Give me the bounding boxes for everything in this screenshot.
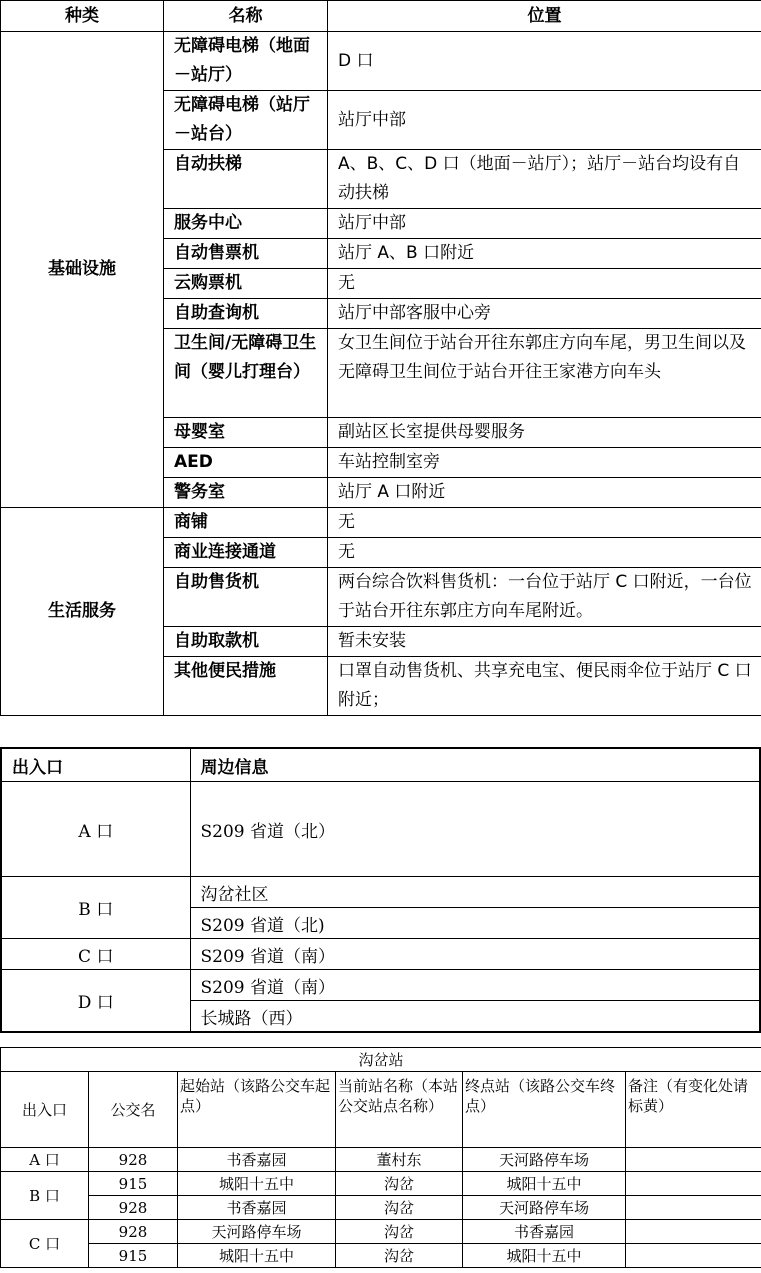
exit-cell: D 口 (1, 970, 190, 1033)
facility-name: 警务室 (164, 478, 328, 508)
route-cell: 928 (89, 1220, 178, 1244)
bus-title-row (1, 1048, 761, 1072)
info-cell: S209 省道（南） (190, 970, 760, 1001)
facility-location: 站厅 A 口附近 (328, 478, 761, 508)
route-cell: 928 (89, 1196, 178, 1220)
note-cell (626, 1220, 761, 1244)
facility-name: 商铺 (164, 508, 328, 538)
exit-header: 出入口 (1, 748, 190, 782)
info-cell: S209 省道（南） (190, 939, 760, 970)
route-cell: 915 (89, 1244, 178, 1268)
category-cell: 生活服务 (1, 508, 164, 716)
origin-cell: 天河路停车场 (178, 1220, 336, 1244)
category-header: 种类 (1, 1, 164, 32)
facility-location: 车站控制室旁 (328, 448, 761, 478)
facility-name: 云购票机 (164, 269, 328, 299)
terminal-cell: 城阳十五中 (463, 1172, 626, 1196)
info-cell: S209 省道（北) (190, 908, 760, 939)
facility-location: A、B、C、D 口（地面－站厅）；站厅－站台均设有自动扶梯 (328, 150, 761, 209)
note-cell (626, 1148, 761, 1172)
facility-location: 无 (328, 269, 761, 299)
current-cell: 董村东 (336, 1148, 463, 1172)
route-cell: 928 (89, 1148, 178, 1172)
surroundings-row (1, 782, 760, 877)
exit-cell: B 口 (1, 877, 190, 939)
current-cell: 沟岔 (336, 1220, 463, 1244)
bus-row (1, 1220, 761, 1244)
bus-table (0, 1047, 761, 1268)
origin-cell: 书香嘉园 (178, 1196, 336, 1220)
info-header: 周边信息 (190, 748, 760, 782)
surroundings-header-row (1, 748, 760, 782)
facility-location: 站厅中部 (328, 209, 761, 239)
origin-cell: 城阳十五中 (178, 1244, 336, 1268)
bus-exit-cell: B 口 (1, 1172, 89, 1220)
facility-name: 服务中心 (164, 209, 328, 239)
facility-location: 暂未安装 (328, 627, 761, 657)
surroundings-table (0, 747, 761, 1033)
info-cell: 沟岔社区 (190, 877, 760, 908)
facility-name: 自助取款机 (164, 627, 328, 657)
facility-row (1, 32, 761, 91)
facility-name: 自助查询机 (164, 299, 328, 329)
note-cell (626, 1244, 761, 1268)
facility-name: 母婴室 (164, 418, 328, 448)
terminal-cell: 书香嘉园 (463, 1220, 626, 1244)
facility-name: 其他便民措施 (164, 657, 328, 716)
bus-row (1, 1148, 761, 1172)
current-col-header: 当前站名称（本站公交站点名称） (336, 1072, 463, 1148)
terminal-cell: 天河路停车场 (463, 1196, 626, 1220)
bus-row (1, 1244, 761, 1268)
current-cell: 沟岔 (336, 1196, 463, 1220)
facility-location: 站厅中部 (328, 91, 761, 150)
origin-cell: 城阳十五中 (178, 1172, 336, 1196)
facility-name: 自动售票机 (164, 239, 328, 269)
terminal-cell: 城阳十五中 (463, 1244, 626, 1268)
facility-location: 站厅中部客服中心旁 (328, 299, 761, 329)
note-cell (626, 1172, 761, 1196)
facility-location: 女卫生间位于站台开往东郭庄方向车尾，男卫生间以及无障碍卫生间位于站台开往王家港方向车头 (328, 329, 761, 418)
route-col-header: 公交名 (89, 1072, 178, 1148)
location-header: 位置 (328, 1, 761, 32)
surroundings-row (1, 970, 760, 1001)
facility-name: 自动扶梯 (164, 150, 328, 209)
facility-location: 口罩自动售货机、共享充电宝、便民雨伞位于站厅 C 口附近； (328, 657, 761, 716)
facility-location: 无 (328, 538, 761, 568)
facility-name: 商业连接通道 (164, 538, 328, 568)
facility-location: 副站区长室提供母婴服务 (328, 418, 761, 448)
facility-name: AED (164, 448, 328, 478)
exit-cell: A 口 (1, 782, 190, 877)
surroundings-row (1, 877, 760, 908)
facility-location: D 口 (328, 32, 761, 91)
facility-name: 无障碍电梯（站厅－站台） (164, 91, 328, 150)
facility-name: 卫生间/无障碍卫生间（婴儿打理台） (164, 329, 328, 418)
bus-header-row (1, 1072, 761, 1148)
station-title: 沟岔站 (1, 1048, 761, 1072)
origin-cell: 书香嘉园 (178, 1148, 336, 1172)
bus-exit-cell: C 口 (1, 1220, 89, 1268)
facility-row (1, 508, 761, 538)
current-cell: 沟岔 (336, 1172, 463, 1196)
surroundings-row (1, 939, 760, 970)
name-header: 名称 (164, 1, 328, 32)
origin-col-header: 起始站（该路公交车起点） (178, 1072, 336, 1148)
facility-location: 无 (328, 508, 761, 538)
exit-col-header: 出入口 (1, 1072, 89, 1148)
info-cell: 长城路（西） (190, 1001, 760, 1033)
facility-location: 两台综合饮料售货机：一台位于站厅 C 口附近，一台位于站台开往东郭庄方向车尾附近。 (328, 568, 761, 627)
facility-location: 站厅 A、B 口附近 (328, 239, 761, 269)
terminal-col-header: 终点站（该路公交车终点） (463, 1072, 626, 1148)
facility-name: 自助售货机 (164, 568, 328, 627)
category-cell: 基础设施 (1, 32, 164, 508)
note-cell (626, 1196, 761, 1220)
info-cell: S209 省道（北） (190, 782, 760, 877)
current-cell: 沟岔 (336, 1244, 463, 1268)
note-col-header: 备注（有变化处请标黄） (626, 1072, 761, 1148)
facilities-header-row (1, 1, 761, 32)
route-cell: 915 (89, 1172, 178, 1196)
terminal-cell: 天河路停车场 (463, 1148, 626, 1172)
exit-cell: C 口 (1, 939, 190, 970)
bus-exit-cell: A 口 (1, 1148, 89, 1172)
bus-row (1, 1196, 761, 1220)
bus-row (1, 1172, 761, 1196)
facility-name: 无障碍电梯（地面－站厅） (164, 32, 328, 91)
